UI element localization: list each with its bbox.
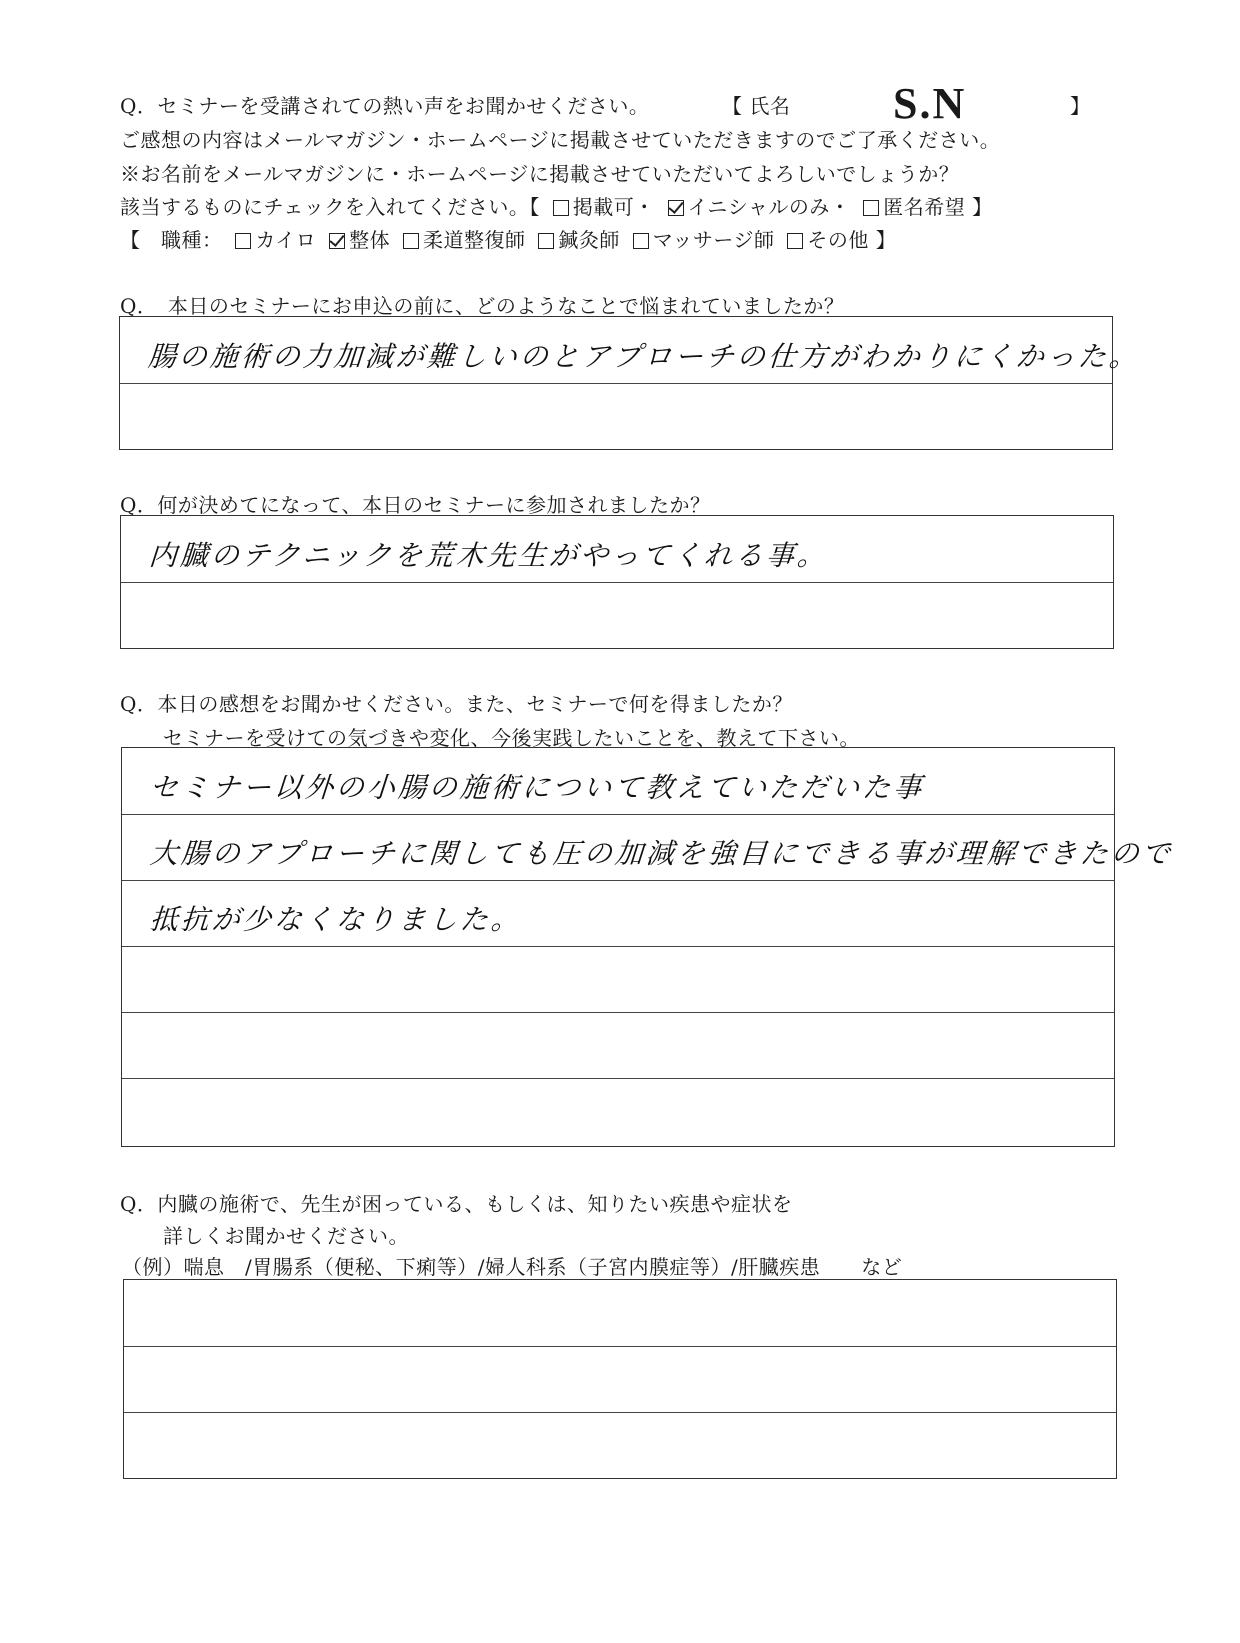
checkbox-seitai[interactable] [329, 233, 345, 249]
occupation-row [120, 224, 896, 253]
checkbox-acupuncturist[interactable] [538, 233, 554, 249]
answer-line[interactable] [124, 1412, 1116, 1478]
answer-box-4[interactable] [123, 1279, 1117, 1479]
checkbox-anonymous[interactable] [863, 200, 879, 216]
answer-line[interactable] [122, 814, 1175, 881]
answer-line[interactable] [124, 1346, 1116, 1413]
question-1: Q． 本日のセミナーにお申込の前に、どのようなことで悩まれていましたか？ [120, 294, 845, 318]
option-anonymous: 匿名希望 [883, 195, 966, 219]
publication-bracket-close: 】 [972, 195, 993, 219]
handwritten-answer: 大腸のアプローチに関しても圧の加減を強目にできる事が理解できたので [148, 837, 1175, 870]
name-bracket-close: 】 [1070, 94, 1090, 118]
answer-line[interactable] [121, 582, 1113, 648]
answer-box-2[interactable] [120, 515, 1114, 649]
answer-line[interactable] [124, 1280, 1116, 1347]
answer-line[interactable] [120, 317, 1142, 384]
answer-line[interactable] [122, 880, 1114, 947]
option-chiro: カイロ [255, 228, 317, 252]
answer-line[interactable] [122, 1012, 1114, 1079]
answer-line[interactable] [121, 516, 1113, 583]
answer-line[interactable] [120, 383, 1112, 449]
checkbox-chiro[interactable] [235, 233, 251, 249]
checkbox-other[interactable] [787, 233, 803, 249]
answer-line[interactable] [122, 1078, 1114, 1146]
option-acupuncturist: 鍼灸師 [558, 228, 620, 252]
handwritten-answer: 腸の施術の力加減が難しいのとアプローチの仕方がわかりにくかった。 [146, 340, 1142, 373]
answer-line[interactable] [122, 946, 1114, 1013]
option-other: その他 [807, 228, 869, 252]
checkbox-judo-therapist[interactable] [403, 233, 419, 249]
checkbox-initials-only[interactable] [668, 200, 684, 216]
question-2: Q．何が決めてになって、本日のセミナーに参加されましたか？ [120, 493, 711, 517]
option-publish-ok: 掲載可・ [572, 195, 655, 219]
handwritten-answer: セミナー以外の小腸の施術について教えていただいた事 [148, 771, 926, 804]
survey-title: Q．セミナーを受講されての熱い声をお聞かせください。 [120, 94, 650, 118]
question-3: Q．本日の感想をお聞かせください。また、セミナーで何を得ましたか？ [120, 692, 793, 716]
checkbox-massage-therapist[interactable] [633, 233, 649, 249]
answer-box-3[interactable] [121, 747, 1175, 1147]
question-4-example: （例）喘息 /胃腸系（便秘、下痢等）/婦人科系（子宮内膜症等）/肝臓疾患 など [122, 1255, 903, 1279]
option-seitai: 整体 [349, 228, 391, 252]
question-4-line-2: 詳しくお聞かせください。 [163, 1224, 409, 1248]
question-4: Q．内臓の施術で、先生が困っている、もしくは、知りたい疾患や症状を [120, 1192, 793, 1216]
name-label: 【 氏名 [722, 94, 791, 118]
handwritten-answer: 内臓のテクニックを荒木先生がやってくれる事。 [147, 539, 830, 572]
option-massage-therapist: マッサージ師 [652, 228, 775, 252]
handwritten-answer: 抵抗が少なくなりました。 [148, 903, 524, 936]
name-publication-question: ※お名前をメールマガジンに・ホームページに掲載させていただいてよろしいでしょうか？ [120, 162, 960, 186]
occupation-bracket-close: 】 [875, 228, 897, 252]
answer-box-1[interactable] [119, 316, 1142, 450]
question-3-line-2: セミナーを受けての気づきや変化、今後実践したいことを、教えて下さい。 [163, 726, 860, 750]
publication-options-row [120, 191, 993, 220]
checkbox-publish-ok[interactable] [553, 200, 569, 216]
occupation-prompt: 【 職種： [120, 228, 223, 252]
publication-notice: ご感想の内容はメールマガジン・ホームページに掲載させていただきますのでご了承ください。 [120, 128, 1001, 152]
option-judo-therapist: 柔道整復師 [422, 228, 526, 252]
answer-line[interactable] [122, 748, 1114, 815]
name-initial-value: S.N [893, 79, 967, 128]
publication-prompt: 該当するものにチェックを入れてください。【 [120, 195, 540, 219]
option-initials-only: イニシャルのみ・ [687, 195, 851, 219]
